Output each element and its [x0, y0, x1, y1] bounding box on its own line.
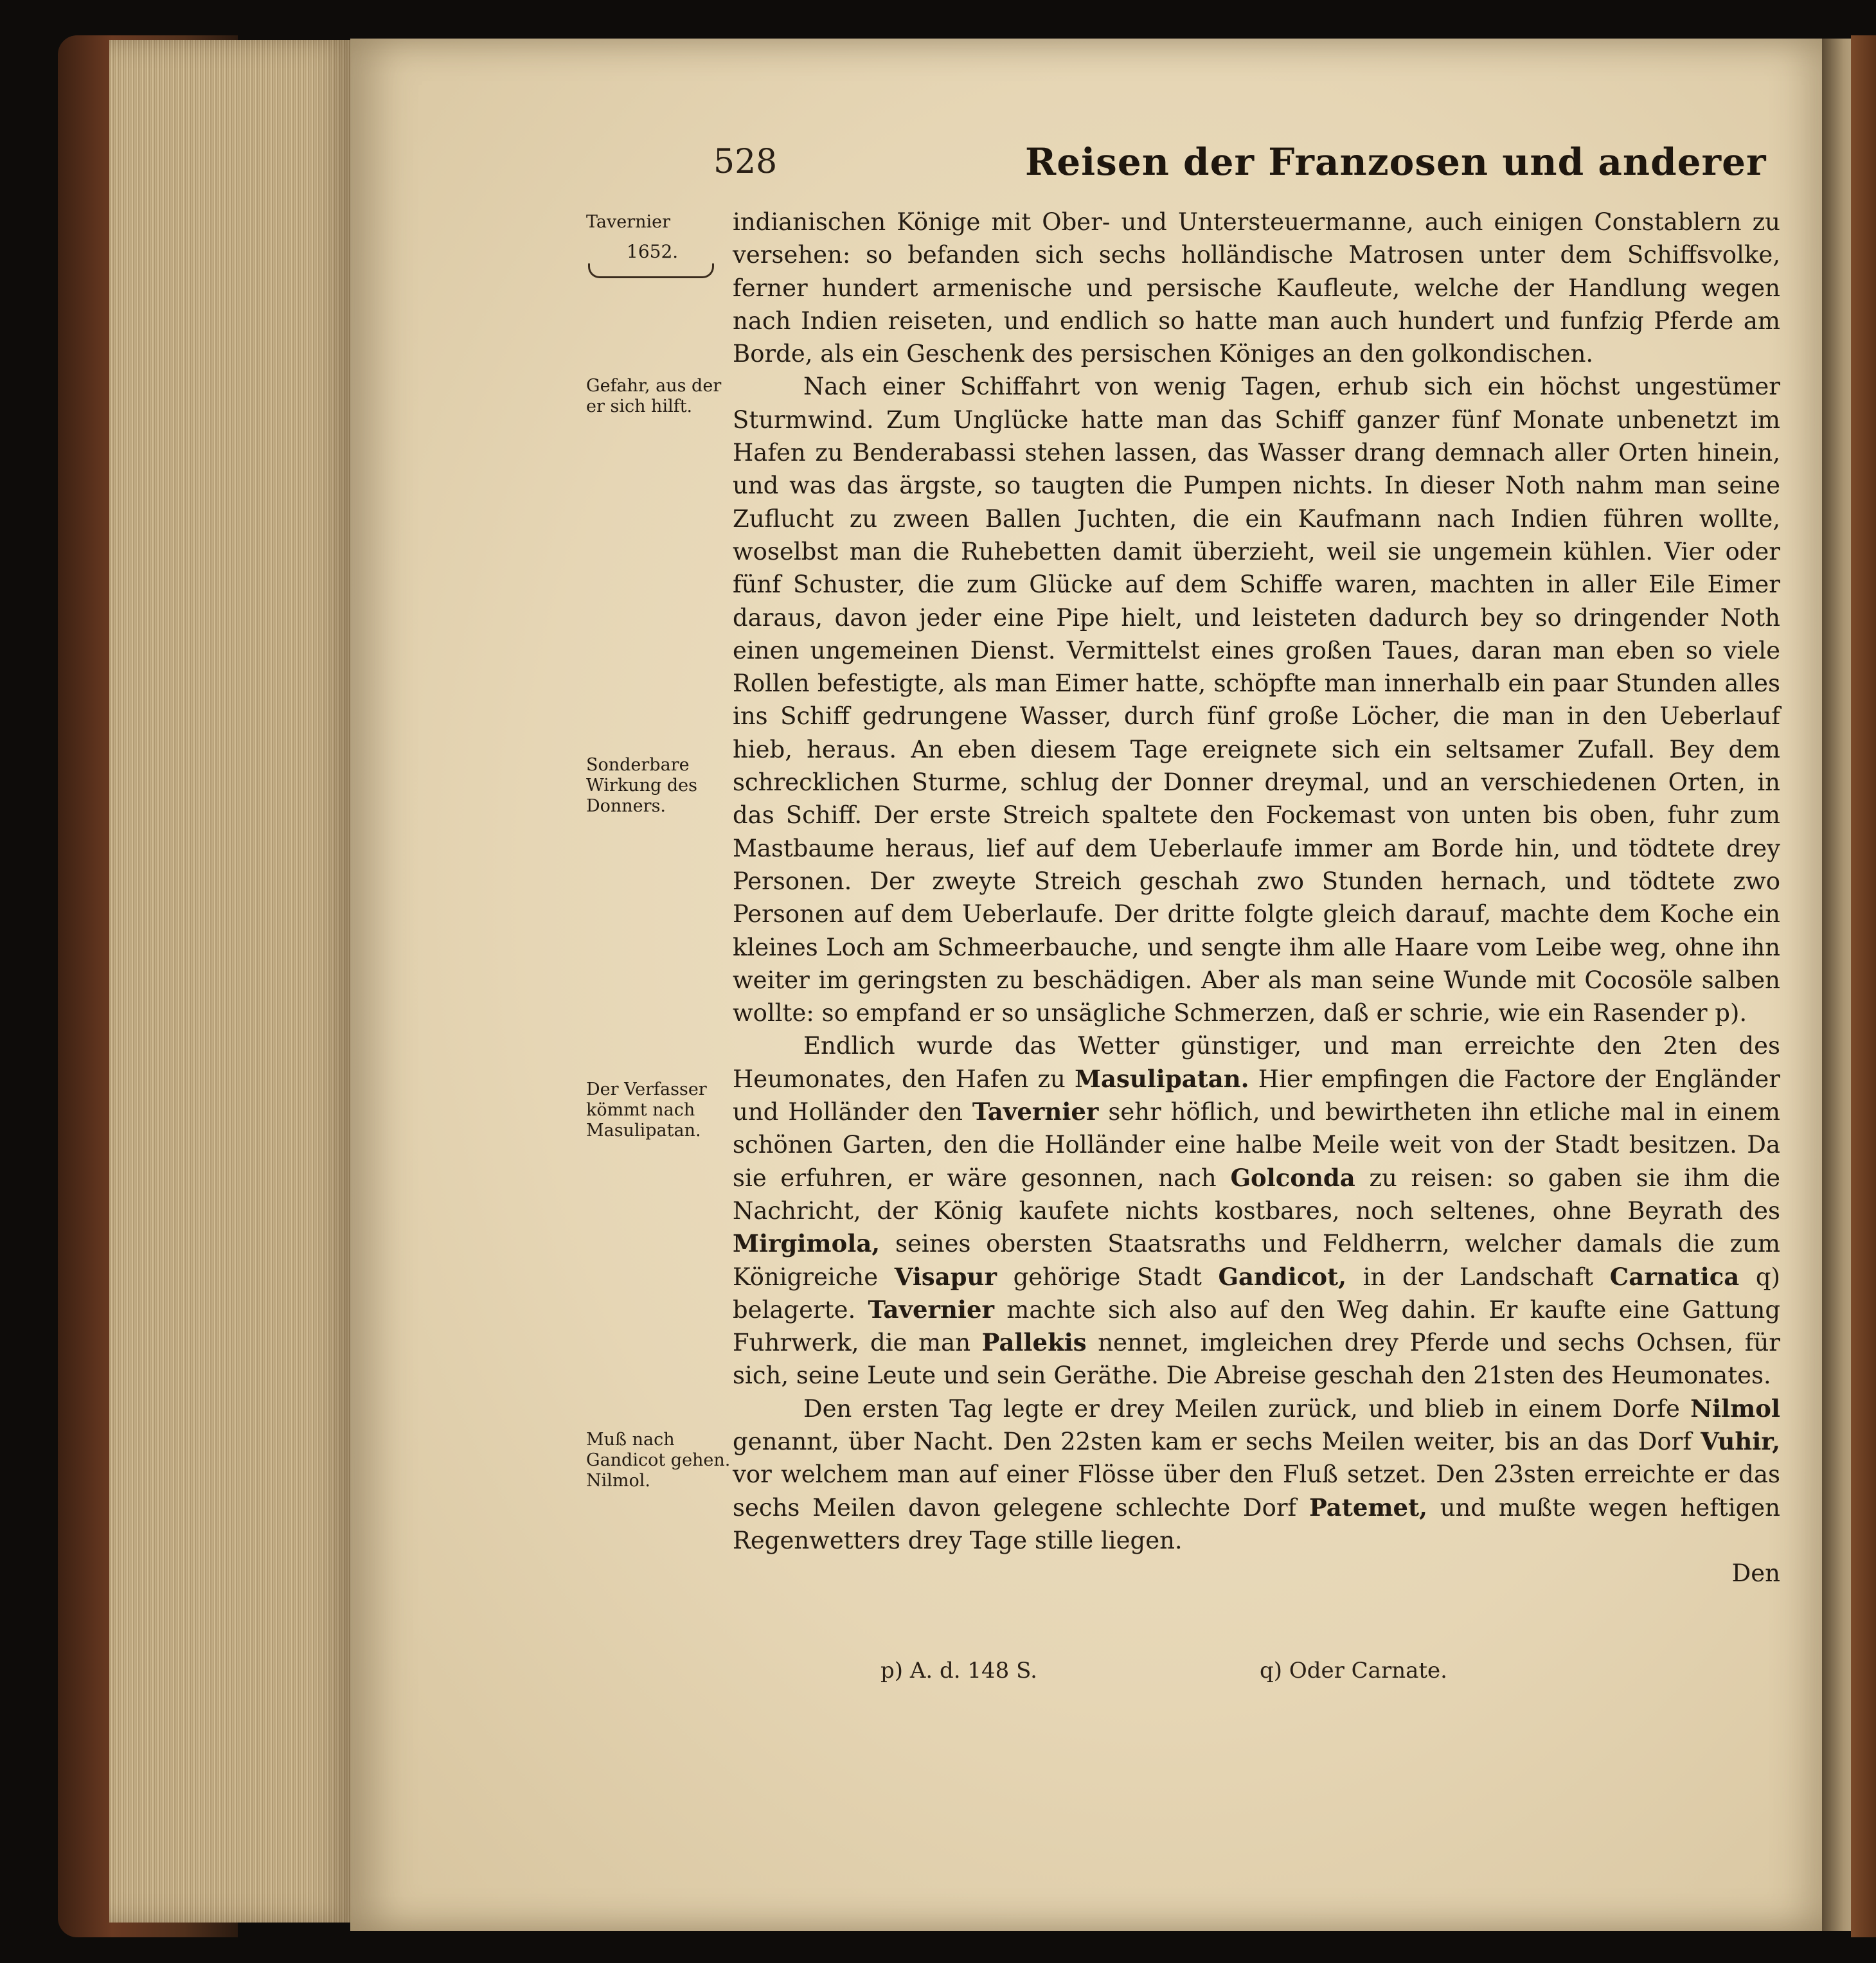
text-run: sehr höflich, und bewirtheten ihn etliche mal in einem schönen Garten, den die Holländer eine halbe Meile weit von der Stadt besitzen. Da sie erfuhren, er wäre gesonnen, nach: [733, 1098, 1781, 1192]
place-name: Visapur: [894, 1262, 997, 1291]
margin-note-year: 1652.: [627, 241, 679, 262]
margin-note-muss: Muß nach Gandicot gehen. Nilmol.: [586, 1430, 731, 1491]
paragraph-4: [733, 1392, 1780, 1557]
person-name: Tavernier: [972, 1097, 1099, 1126]
margin-brace: [588, 263, 714, 278]
page-number: 528: [713, 143, 778, 181]
place-name: Masulipatan.: [1075, 1064, 1249, 1093]
running-head: Reisen der Franzosen und anderer: [1025, 140, 1767, 184]
text-run: q) belagerte.: [733, 1263, 1780, 1324]
margin-note-verfasser: Der Verfasser kömmt nach Masulipatan.: [586, 1079, 707, 1141]
book-cover-right: [1851, 35, 1876, 1937]
term: Pallekis: [981, 1328, 1087, 1357]
text-run: vor welchem man auf einer Flösse über den Fluß setzet. Den 23sten erreichte er das sechs Meilen davon gelegene schlechte Dorf: [733, 1461, 1780, 1522]
footnote-p: p) A. d. 148 S.: [880, 1658, 1037, 1683]
text-run: Den ersten Tag legte er drey Meilen zurück, und blieb in einem Dorfe: [803, 1394, 1691, 1423]
paragraph-3: [733, 1029, 1780, 1392]
text-run: Endlich wurde das Wetter günstiger, und man erreichte den 2ten des Heumonates, den Hafen zu: [733, 1032, 1780, 1093]
footnote-q: q) Oder Carnate.: [1260, 1658, 1447, 1683]
person-name: Tavernier: [868, 1295, 995, 1324]
place-name: Golconda: [1230, 1163, 1355, 1192]
place-name: Carnatica: [1609, 1262, 1740, 1291]
paragraph-1: indianischen Könige mit Ober- und Untersteuermanne, auch einigen Constablern zu versehen: so befanden sich sechs holländische Matrosen unter dem Schiffsvolke, ferner hundert armenische und persische Kaufleute, welche der Handlung wegen nach Indien reiseten, und endlich so hatte man auch hundert und funfzig Pferde am Borde, als ein Geschenk des persischen Königes an den golkondischen.: [733, 208, 1780, 368]
paragraph-2: Nach einer Schiffahrt von wenig Tagen, erhub sich ein höchst ungestümer Sturmwind. Zum Unglücke hatte man das Schiff ganzer fünf Monate unbenetzt im Hafen zu Benderabassi stehen lassen, das Wasser drang demnach aller Orten hinein, und was das ärgste, so taugten die Pumpen nichts. In dieser Noth nahm man seine Zuflucht zu zween Ballen Juchten, die ein Kaufmann nach Indien führen wollte, woselbst man die Ruhebetten damit überzieht, weil sie ungemein kühlen. Vier oder fünf Schuster, die zum Glücke auf dem Schiffe waren, machten in aller Eile Eimer daraus, davon jeder eine Pipe hielt, und leisteten dadurch bey so dringender Noth einen ungemeinen Dienst. Vermittelst eines großen Taues, daran man eben so viele Rollen befestigte, als man Eimer hatte, schöpfte man innerhalb ein paar Stunden alles ins Schiff gedrungene Wasser, durch fünf große Löcher, die man in den Ueberlauf hieb, heraus. An eben diesem Tage ereignete sich ein seltsamer Zufall. Bey dem schrecklichen Sturme, schlug der Donner dreymal, und an verschiedenen Orten, in das Schiff. Der erste Streich spaltete den Fockemast von unten bis oben, fuhr zum Mastbaume heraus, lief auf dem Ueberlaufe immer am Borde hin, und tödtete drey Personen. Der zweyte Streich geschah zwo Stunden hernach, und tödtete zwo Personen auf dem Ueberlaufe. Der dritte folgte gleich darauf, machte dem Koche ein kleines Loch am Schmeerbauche, und sengte ihm alle Haare vom Leibe weg, ohne ihn weiter im geringsten zu beschädigen. Aber als man seine Wunde mit Cocosöle salben wollte: so empfand er so unsägliche Schmerzen, daß er schrie, wie ein Rasender p).: [733, 373, 1780, 1027]
text-run: nennet, imgleichen drey Pferde und sechs Ochsen, für sich, seine Leute und sein Geräthe. Die Abreise geschah den 21sten des Heumonates.: [733, 1329, 1780, 1390]
place-name: Gandicot,: [1218, 1262, 1347, 1291]
catchword: Den: [1731, 1559, 1780, 1588]
text-run: machte sich also auf den Weg dahin. Er kaufte eine Gattung Fuhrwerk, die man: [733, 1295, 1780, 1357]
text-run: in der Landschaft: [1346, 1263, 1610, 1291]
text-run: gehörige Stadt: [996, 1263, 1219, 1291]
body-text: [733, 206, 1780, 1590]
page-edges: [109, 40, 353, 1923]
text-run: genannt, über Nacht. Den 22sten kam er sechs Meilen weiter, bis an das Dorf: [733, 1427, 1701, 1455]
person-name: Mirgimola,: [733, 1229, 880, 1258]
margin-note-tavernier: Tavernier: [586, 212, 671, 232]
place-name: Patemet,: [1309, 1493, 1428, 1522]
text-run: Hier empfingen die Factore der Engländer und Holländer den: [733, 1065, 1780, 1126]
text-run: seines obersten Staatsraths und Feldherrn, welcher damals die zum Königreiche: [733, 1230, 1780, 1291]
place-name: Vuhir,: [1701, 1426, 1780, 1455]
margin-note-sonderbare: Sonderbare Wirkung des Donners.: [586, 755, 697, 816]
text-run: zu reisen: so gaben sie ihm die Nachricht, der König kaufete nichts kostbares, noch seltenes, ohne Beyrath des: [733, 1164, 1780, 1225]
place-name: Nilmol: [1690, 1394, 1780, 1423]
text-run: und mußte wegen heftigen Regenwetters drey Tage stille liegen.: [733, 1493, 1780, 1554]
margin-note-gefahr: Gefahr, aus der er sich hilft.: [586, 376, 722, 416]
